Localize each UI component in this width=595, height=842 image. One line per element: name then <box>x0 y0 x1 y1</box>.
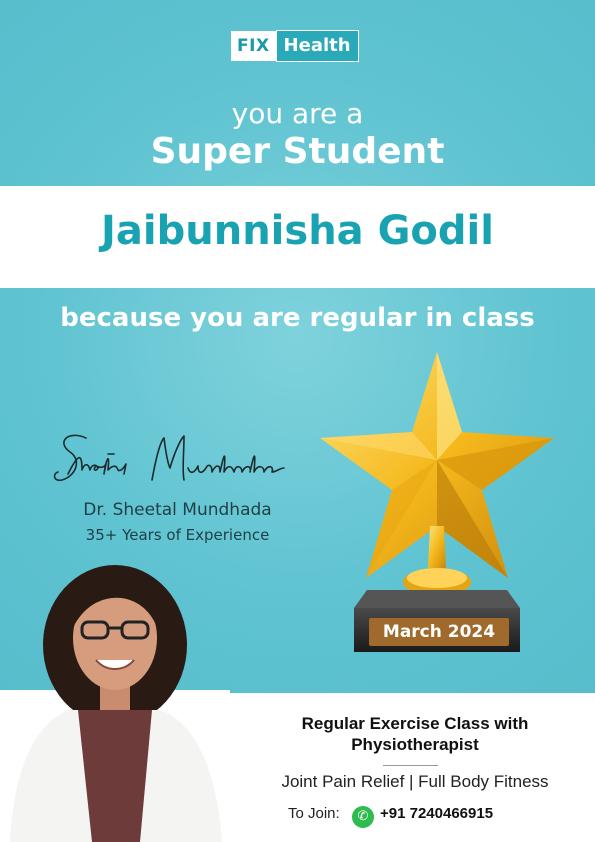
logo-fix-text: FIX <box>231 31 276 61</box>
phone-number[interactable]: +91 7240466915 <box>380 805 494 822</box>
doctor-signature <box>48 424 308 496</box>
heading-line2: Super Student <box>150 131 445 172</box>
whatsapp-icon[interactable]: ✆ <box>352 806 374 828</box>
student-name: Jaibunnisha Godil <box>101 208 494 254</box>
join-label: To Join: <box>288 805 340 822</box>
star-trophy-icon <box>312 350 562 660</box>
class-title: Regular Exercise Class with Physiotherapist <box>301 714 529 754</box>
doctor-name: Dr. Sheetal Mundhada <box>83 500 272 520</box>
doctor-experience: 35+ Years of Experience <box>85 526 270 544</box>
logo-health-text: Health <box>276 30 359 62</box>
class-benefits: Joint Pain Relief | Full Body Fitness <box>281 772 549 791</box>
heading-line1: you are a <box>231 97 364 130</box>
award-month-badge: March 2024 <box>369 618 509 646</box>
reason-text: because you are regular in class <box>60 303 535 333</box>
doctor-photo <box>0 560 230 842</box>
divider <box>383 765 438 766</box>
fixhealth-logo <box>231 31 359 61</box>
